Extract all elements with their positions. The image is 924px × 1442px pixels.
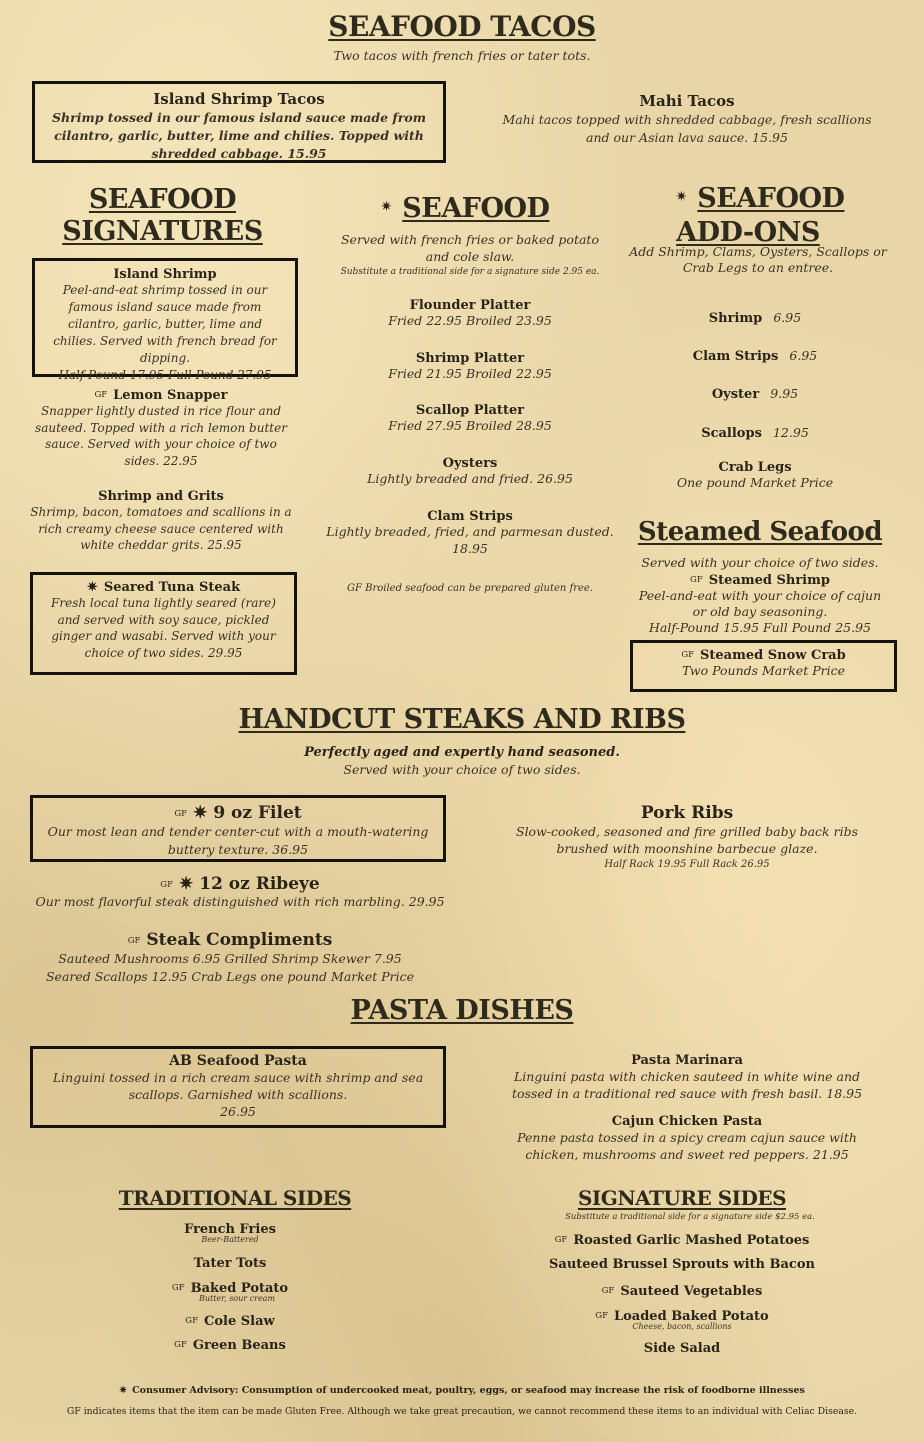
menu-item-mahi-tacos — [500, 92, 874, 147]
item-desc: Linguini tossed in a rich cream sauce with shrimp and sea scallops. Garnished with scallions. — [52, 1070, 424, 1102]
item-desc: Lightly breaded, fried, and parmesan dusted. 18.95 — [326, 524, 614, 556]
item-price: Half-Pound 17.95 Full Pound 27.95 — [58, 368, 272, 382]
addons-title — [630, 182, 890, 248]
item-name: AB Seafood Pasta — [169, 1053, 307, 1069]
menu-item-scallop-platter — [320, 403, 620, 435]
item-name: Seared Tuna Steak — [103, 580, 241, 595]
item-name: Lemon Snapper — [113, 388, 228, 403]
gluten-free-badge: GF — [554, 1235, 568, 1245]
star-icon: ✷ — [119, 1385, 128, 1396]
item-desc-line2: Seared Scallops 12.95 Crab Legs one pound Market Price — [45, 969, 415, 984]
item-desc: Our most flavorful steak distinguished with rich marbling. 29.95 — [35, 894, 445, 909]
item-name: French Fries — [184, 1222, 276, 1237]
pasta-title: PASTA DISHES — [350, 995, 574, 1026]
item-name: Oysters — [442, 456, 498, 471]
signature-sides-title: SIGNATURE SIDES — [577, 1186, 787, 1210]
item-price: Half-Pound 15.95 Full Pound 25.95 — [648, 620, 871, 635]
gluten-free-disclaimer: GF indicates items that the item can be made Gluten Free. Although we take great precaution, we cannot recommend these items to an individual with Celiac Disease. — [66, 1406, 858, 1417]
gluten-free-badge: GF — [185, 1316, 198, 1326]
item-price: 6.95 — [789, 348, 818, 363]
gluten-free-badge: GF — [127, 936, 141, 946]
seafood-subtitle: Served with french fries or baked potato and cole slaw. — [340, 232, 599, 264]
signatures-title — [40, 184, 285, 248]
addons-subtitle: Add Shrimp, Clams, Oysters, Scallops or Crab Legs to an entree. — [629, 244, 887, 275]
item-name: Mahi Tacos — [639, 92, 735, 110]
advisory-text: Consumer Advisory: Consumption of undercooked meat, poultry, eggs, or seafood may increase the risk of foodborne illnesses — [132, 1385, 805, 1396]
item-desc: Fried 22.95 Broiled 23.95 — [388, 313, 552, 328]
item-name: Shrimp and Grits — [98, 489, 224, 504]
item-sub: Beer-Battered — [201, 1235, 259, 1244]
item-price: Half Rack 19.95 Full Rack 26.95 — [604, 859, 770, 870]
item-name: Clam Strips — [692, 349, 779, 364]
side-item-loaded-baked-potato — [540, 1305, 824, 1331]
item-desc: Fried 21.95 Broiled 22.95 — [388, 366, 552, 381]
addons-title-line1: SEAFOOD — [697, 183, 845, 214]
addon-item-crab-legs — [640, 460, 870, 492]
menu-item-cajun-chicken-pasta — [500, 1114, 874, 1163]
side-item-green-beans — [130, 1334, 330, 1353]
side-item-french-fries — [130, 1218, 330, 1244]
item-name: Cajun Chicken Pasta — [611, 1114, 763, 1129]
item-name: Tater Tots — [193, 1256, 267, 1271]
addon-item-scallops — [640, 422, 870, 442]
gluten-free-note: GF Broiled seafood can be prepared gluten free. — [347, 583, 593, 594]
item-name: Clam Strips — [427, 509, 513, 524]
gluten-free-badge: GF — [174, 809, 188, 819]
item-sub: Butter, sour cream — [198, 1294, 276, 1303]
signatures-title-line1: SEAFOOD — [88, 184, 237, 215]
item-desc: Lightly breaded and fried. 26.95 — [367, 471, 573, 486]
item-name: Side Salad — [643, 1341, 721, 1356]
traditional-sides-title: TRADITIONAL SIDES — [118, 1186, 352, 1210]
steaks-title: HANDCUT STEAKS AND RIBS — [238, 704, 686, 735]
item-name: Island Shrimp Tacos — [153, 90, 325, 108]
side-item-tater-tots — [130, 1252, 330, 1271]
addon-item-oyster — [640, 383, 870, 403]
item-name: Island Shrimp — [113, 267, 217, 282]
consumer-advisory — [0, 1385, 924, 1396]
gluten-free-badge: GF — [681, 650, 695, 660]
star-icon: ✷ — [86, 580, 98, 595]
item-name: 9 oz Filet — [213, 803, 302, 823]
gluten-free-badge: GF — [690, 575, 703, 585]
steamed-subtitle: Served with your choice of two sides. — [641, 555, 879, 570]
gluten-free-badge: GF — [595, 1311, 608, 1321]
menu-item-shrimp-platter — [320, 351, 620, 383]
steamed-title: Steamed Seafood — [637, 517, 883, 547]
item-sub: Cheese, bacon, scallions — [632, 1322, 732, 1331]
item-name: Steak Compliments — [146, 930, 333, 950]
item-name: 12 oz Ribeye — [199, 874, 320, 894]
menu-item-island-shrimp-tacos — [32, 81, 446, 163]
item-desc-line1: Sauteed Mushrooms 6.95 Grilled Shrimp Skewer 7.95 — [58, 951, 402, 966]
steaks-subtitle-bold: Perfectly aged and expertly hand seasoned. — [304, 745, 620, 760]
side-item-roasted-garlic-mashed-potatoes — [540, 1229, 824, 1248]
item-name: Sauteed Vegetables — [620, 1284, 763, 1299]
menu-item-shrimp-and-grits — [26, 489, 296, 554]
star-icon: ✷ — [675, 189, 688, 205]
tacos-subtitle: Two tacos with french fries or tater tots. — [333, 48, 591, 63]
item-name: Steamed Shrimp — [708, 573, 830, 588]
item-price: 12.95 — [772, 425, 809, 440]
item-desc: Our most lean and tender center-cut with a mouth-watering buttery texture. 36.95 — [47, 824, 429, 857]
item-price: 26.95 — [220, 1104, 256, 1119]
menu-item-steamed-snow-crab — [630, 640, 897, 692]
item-desc: Mahi tacos topped with shredded cabbage, fresh scallions and our Asian lava sauce. 15.95 — [502, 112, 872, 145]
menu-item-seared-tuna-steak — [30, 572, 297, 675]
menu-item-steamed-shrimp — [636, 573, 884, 636]
item-name: Scallops — [701, 426, 762, 441]
gluten-free-badge: GF — [160, 880, 173, 890]
item-name: Loaded Baked Potato — [613, 1309, 769, 1324]
star-icon: ✷ — [193, 803, 208, 823]
addon-item-clam-strips — [640, 345, 870, 365]
item-name: Shrimp Platter — [415, 351, 525, 366]
item-name: Oyster — [711, 387, 760, 402]
seafood-title — [330, 193, 600, 224]
item-name: Pasta Marinara — [631, 1053, 743, 1068]
item-desc: Linguini pasta with chicken sauteed in white wine and tossed in a traditional red sauce with fresh basil. 18.95 — [511, 1069, 863, 1101]
item-name: Crab Legs — [718, 460, 792, 475]
menu-item-ab-seafood-pasta — [30, 1046, 446, 1128]
gluten-free-badge: GF — [601, 1286, 615, 1296]
menu-item-9oz-filet — [30, 795, 446, 862]
addon-item-shrimp — [640, 307, 870, 327]
item-name: Scallop Platter — [415, 403, 525, 418]
item-price: 9.95 — [770, 386, 799, 401]
item-name: Pork Ribs — [640, 803, 734, 823]
menu-item-pasta-marinara — [500, 1053, 874, 1102]
gluten-free-badge: GF — [94, 390, 108, 400]
star-icon: ✷ — [178, 874, 194, 894]
addons-title-line2: ADD-ONS — [676, 217, 820, 248]
menu-item-12oz-ribeye — [30, 874, 450, 911]
item-name: Cole Slaw — [204, 1314, 275, 1329]
menu-item-flounder-platter — [320, 298, 620, 330]
item-price: 6.95 — [773, 310, 802, 325]
item-name: Shrimp — [708, 311, 763, 326]
item-desc: One pound Market Price — [676, 475, 834, 490]
signature-sides-note: Substitute a traditional side for a signature side $2.95 ea. — [565, 1212, 815, 1222]
item-name: Green Beans — [192, 1338, 286, 1353]
menu-item-oysters — [320, 456, 620, 488]
item-desc: Fresh local tuna lightly seared (rare) and served with soy sauce, pickled ginger and wasabi. Served with your choice of two sides. 29.95 — [51, 596, 276, 660]
item-desc: Fried 27.95 Broiled 28.95 — [388, 418, 552, 433]
item-desc: Two Pounds Market Price — [682, 663, 845, 678]
steaks-subtitle: Served with your choice of two sides. — [343, 762, 581, 777]
item-name: Roasted Garlic Mashed Potatoes — [573, 1233, 810, 1248]
side-item-sauteed-vegetables — [540, 1280, 824, 1299]
side-item-side-salad — [540, 1337, 824, 1356]
item-desc: Shrimp, bacon, tomatoes and scallions in a rich creamy cheese sauce centered with white cheddar grits. 25.95 — [30, 505, 292, 552]
gluten-free-badge: GF — [174, 1340, 187, 1350]
item-desc: Shrimp tossed in our famous island sauce made from cilantro, garlic, butter, lime and chilies. Topped with shredded cabbage. 15.95 — [52, 110, 426, 161]
item-name: Steamed Snow Crab — [700, 648, 846, 663]
item-desc: Peel-and-eat shrimp tossed in our famous island sauce made from cilantro, garlic, butter, lime and chilies. Served with french bread for dipping. — [53, 283, 277, 365]
item-desc: Penne pasta tossed in a spicy cream cajun sauce with chicken, mushrooms and sweet red peppers. 21.95 — [517, 1130, 857, 1162]
side-item-baked-potato — [130, 1277, 330, 1303]
seafood-title-text: SEAFOOD — [402, 193, 550, 224]
menu-item-lemon-snapper — [28, 388, 294, 469]
menu-item-island-shrimp — [32, 258, 298, 382]
side-item-sauteed-brussel-sprouts — [540, 1253, 824, 1272]
seafood-note: Substitute a traditional side for a signature side 2.95 ea. — [340, 267, 600, 277]
item-name: Sauteed Brussel Sprouts with Bacon — [549, 1257, 815, 1272]
gluten-free-badge: GF — [171, 1283, 185, 1293]
menu-item-steak-compliments — [30, 930, 430, 986]
signatures-title-line2: SIGNATURES — [62, 216, 263, 247]
star-icon: ✷ — [380, 199, 393, 215]
item-desc: Peel-and-eat with your choice of cajun or old bay seasoning. — [638, 588, 882, 619]
menu-item-clam-strips — [310, 509, 630, 557]
tacos-title: SEAFOOD TACOS — [328, 10, 596, 43]
item-name: Baked Potato — [190, 1281, 289, 1296]
item-desc: Slow-cooked, seasoned and fire grilled baby back ribs brushed with moonshine barbecue glaze. — [516, 824, 858, 856]
item-desc: Snapper lightly dusted in rice flour and sauteed. Topped with a rich lemon butter sauce. Served with your choice of two sides. 22.95 — [35, 404, 287, 468]
item-name: Flounder Platter — [409, 298, 531, 313]
menu-item-pork-ribs — [495, 803, 879, 874]
side-item-cole-slaw — [130, 1310, 330, 1329]
